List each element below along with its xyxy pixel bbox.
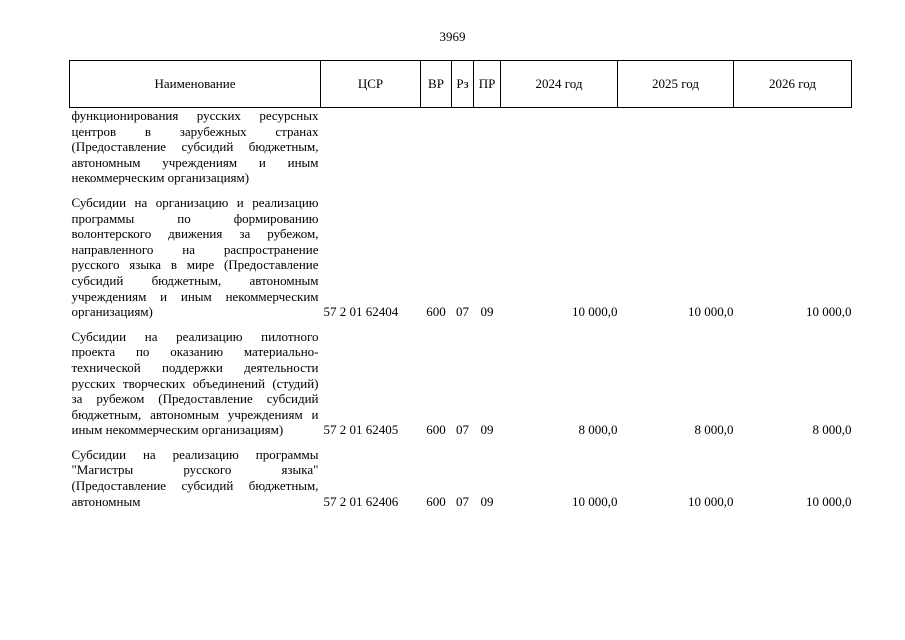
table-header-row (70, 61, 852, 108)
table-row (70, 186, 852, 320)
row-csr: 57 2 01 62404 (323, 304, 399, 320)
row-rz: 07 (456, 493, 469, 509)
row-rz: 07 (456, 422, 469, 438)
row-rz: 07 (456, 304, 469, 320)
header-rz: Рз (452, 61, 474, 108)
table-row (70, 320, 852, 438)
row-pr: 09 (480, 493, 494, 509)
row-vr: 600 (426, 493, 446, 509)
row-name: Субсидии на реализацию пилотного проекта по оказанию материально-технической поддержки деятельности русских творческих объединений (студий) за рубежом (Предоставление субсидий бюджетным, автономным учреждениям и иным некоммерческим организациям) (71, 328, 319, 438)
row-2024: 10 000,0 (572, 304, 618, 320)
header-csr: ЦСР (321, 61, 421, 108)
page-number: 3969 (439, 29, 466, 44)
row-2026 (734, 108, 852, 186)
budget-table (69, 60, 852, 509)
header-name: Наименование (70, 61, 321, 108)
row-csr: 57 2 01 62406 (323, 493, 399, 509)
row-2026: 10 000,0 (806, 493, 852, 509)
header-2025: 2025 год (618, 61, 734, 108)
row-2024: 10 000,0 (572, 493, 618, 509)
row-name: Субсидии на организацию и реализацию программы по формированию волонтерского движения за рубежом, направленного на распространение русского языка в мире (Предоставление субсидий бюджетным, автономным учреждениям и иным некоммерческим организациям) (71, 194, 319, 320)
row-2024 (501, 108, 618, 186)
row-vr (421, 108, 452, 186)
row-pr (474, 108, 501, 186)
header-2026: 2026 год (734, 61, 852, 108)
row-2026: 10 000,0 (806, 304, 852, 320)
row-pr: 09 (480, 304, 494, 320)
row-vr: 600 (426, 422, 446, 438)
row-pr: 09 (480, 422, 494, 438)
row-2026: 8 000,0 (812, 422, 852, 438)
row-2025 (618, 108, 734, 186)
row-2025: 10 000,0 (688, 493, 734, 509)
row-name: функционирования русских ресурсных центров в зарубежных странах (Предоставление субсидий бюджетным, автономным учреждениям и иным некоммерческим организациям) (71, 108, 319, 186)
header-vr: ВР (421, 61, 452, 108)
table-row (70, 108, 852, 186)
row-2025: 8 000,0 (694, 422, 734, 438)
table-row (70, 438, 852, 509)
row-csr: 57 2 01 62405 (323, 422, 399, 438)
row-vr: 600 (426, 304, 446, 320)
row-rz (452, 108, 474, 186)
header-2024: 2024 год (501, 61, 618, 108)
row-2024: 8 000,0 (578, 422, 618, 438)
row-name: Субсидии на реализацию программы "Магистры русского языка" (Предоставление субсидий бюджетным, автономным (71, 446, 319, 509)
row-csr (321, 108, 421, 186)
row-2025: 10 000,0 (688, 304, 734, 320)
header-pr: ПР (474, 61, 501, 108)
